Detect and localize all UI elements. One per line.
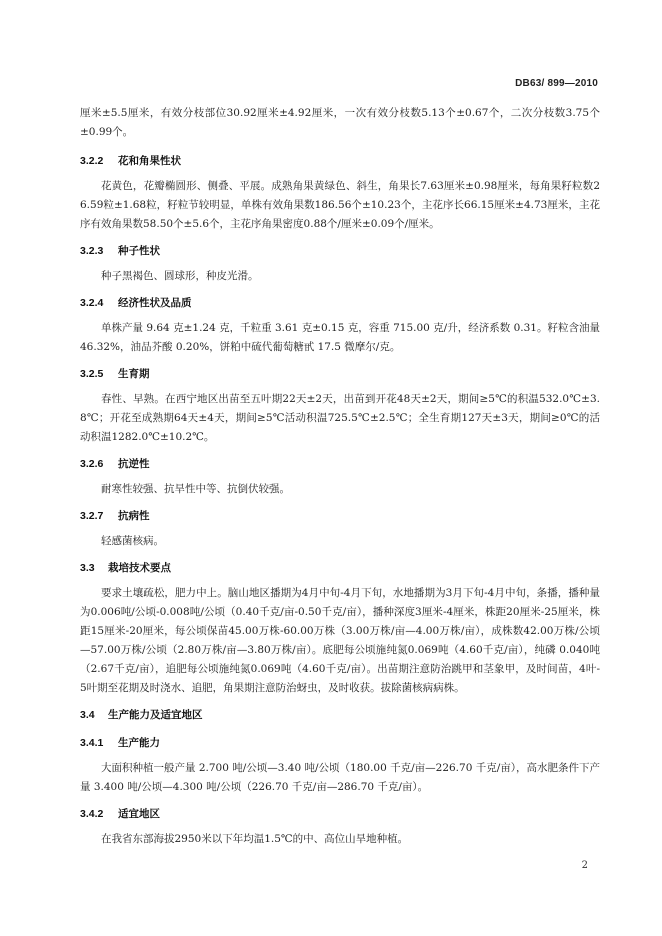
section-number: 3.2.3	[80, 245, 104, 257]
paragraph-growth-period: 春性、早熟。在西宁地区出苗至五叶期22天±2天，出苗到开花48天±2天，期间≥5℃的积温532.0℃±3.8℃；开花至成熟期64天±4天，期间≥5℃活动积温725.5℃±2.5℃；全生育期127天±3天，期间≥0℃的活动积温1282.0℃±10.2℃。	[80, 393, 600, 443]
section-number: 3.2.2	[80, 155, 104, 167]
heading-3-2-5	[80, 367, 600, 381]
paragraph-seed: 种子黑褐色、圆球形，种皮光滑。	[101, 270, 259, 282]
heading-3-4	[80, 708, 600, 722]
paragraph-flowers-pods: 花黄色，花瓣椭圆形、侧叠、平展。成熟角果黄绿色、斜生，角果长7.63厘米±0.98厘米，每角果籽粒数26.59粒±1.68粒，籽粒节较明显，单株有效角果数186.56个±10.23个，主花序长66.15厘米±4.73厘米，主花序有效角果数58.50个±5.6个，主花序角果密度0.88个/厘米±0.09个/厘米。	[80, 180, 600, 230]
heading-3-2-7	[80, 509, 600, 523]
section-title: 生产能力及适宜地区	[108, 709, 203, 721]
section-title: 抗逆性	[118, 458, 150, 470]
section-title: 抗病性	[118, 510, 150, 522]
paragraph-branches-continued: 厘米±5.5厘米，有效分枝部位30.92厘米±4.92厘米，一次有效分枝数5.13个±0.67个，二次分枝数3.75个±0.99个。	[80, 107, 600, 138]
section-number: 3.3	[80, 562, 95, 574]
section-title: 生产能力	[118, 737, 160, 749]
paragraph-stress-resistance: 耐寒性较强、抗旱性中等、抗倒伏较强。	[101, 483, 290, 495]
page-number: 2	[581, 860, 588, 871]
section-title: 种子性状	[118, 245, 160, 257]
paragraph-production-capacity: 大面积种植一般产量 2.700 吨/公顷—3.40 吨/公顷（180.00 千克/亩—226.70 千克/亩），高水肥条件下产量 3.400 吨/公顷—4.300 吨/公顷（226.70 千克/亩—286.70 千克/亩）。	[80, 762, 601, 793]
section-title: 生育期	[118, 368, 150, 380]
section-number: 3.4.2	[80, 808, 104, 820]
paragraph-disease-resistance: 轻感菌核病。	[101, 535, 164, 547]
section-number: 3.2.7	[80, 510, 104, 522]
heading-3-2-3	[80, 244, 600, 258]
paragraph-cultivation: 要求土壤疏松，肥力中上。脑山地区播期为4月中旬-4月下旬，水地播期为3月下旬-4月中旬，条播，播种量为0.006吨/公顷-0.008吨/公顷（0.40千克/亩-0.50千克/亩），播种深度3厘米-4厘米，株距20厘米-25厘米，株距15厘米-20厘米，每公顷保苗45.00万株-60.00万株（3.00万株/亩—4.00万株/亩），成株数42.00万株/公顷—57.00万株/公顷（2.80万株/亩—3.80万株/亩）。底肥每公顷施纯氮0.069吨（4.60千克/亩），纯磷 0.040吨（2.67千克/亩），追肥每公顷施纯氮0.069吨（4.60千克/亩）。出苗期注意防治跳甲和茎象甲，及时间苗，4叶-5叶期至花期及时浇水、追肥，角果期注意防治蚜虫，及时收获。拔除菌核病病株。	[80, 587, 600, 694]
section-title: 栽培技术要点	[108, 562, 171, 574]
document-body	[80, 104, 600, 849]
heading-3-4-2	[80, 807, 600, 821]
section-number: 3.2.5	[80, 368, 104, 380]
section-number: 3.2.6	[80, 458, 104, 470]
section-number: 3.2.4	[80, 297, 104, 309]
heading-3-4-1	[80, 736, 600, 750]
section-title: 适宜地区	[118, 808, 160, 820]
section-title: 花和角果性状	[118, 155, 181, 167]
standard-code: DB63/ 899—2010	[515, 78, 598, 89]
section-number: 3.4.1	[80, 737, 104, 749]
heading-3-2-2	[80, 154, 600, 168]
paragraph-suitable-area: 在我省东部海拔2950米以下年均温1.5℃的中、高位山旱地种植。	[101, 833, 409, 845]
heading-3-2-4	[80, 296, 600, 310]
paragraph-economic-quality: 单株产量 9.64 克±1.24 克，千粒重 3.61 克±0.15 克，容重 715.00 克/升，经济系数 0.31。籽粒含油量 46.32%，油品芥酸 0.20%，饼粕中硫代葡萄糖甙 17.5 微摩尔/克。	[80, 322, 600, 353]
heading-3-3	[80, 561, 600, 575]
heading-3-2-6	[80, 457, 600, 471]
section-title: 经济性状及品质	[118, 297, 192, 309]
section-number: 3.4	[80, 709, 95, 721]
